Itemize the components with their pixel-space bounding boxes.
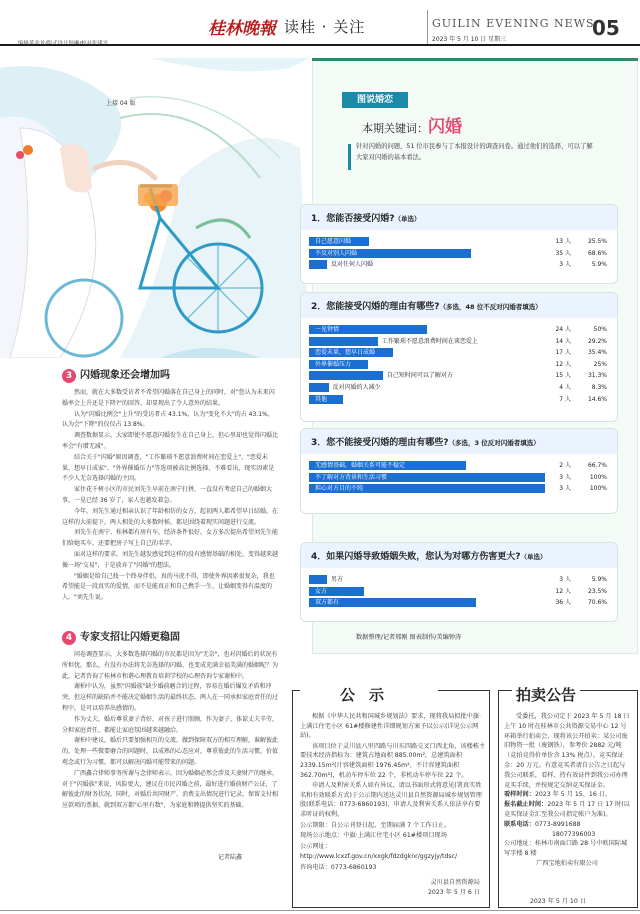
survey-bar-count: 3 人 — [559, 261, 571, 269]
survey-bar-label: 反对闪婚的人减少 — [332, 383, 381, 391]
page-bottom-rule — [0, 910, 640, 911]
auction-body — [504, 712, 630, 869]
survey-bar-percent: 100% — [589, 473, 607, 481]
survey-bar-percent: 29.2% — [587, 337, 607, 345]
newspaper-name: 桂林晚報 — [208, 19, 276, 39]
survey-bar-row — [309, 382, 609, 394]
page-number: 05 — [592, 16, 620, 40]
section-3-heading — [62, 366, 170, 383]
section-4-title: 专家支招让闪婚更稳固 — [80, 632, 180, 643]
notice-phone: 咨询电话：0773-6860193 — [300, 863, 377, 871]
panel-top-rule — [312, 58, 638, 61]
continued-note: 上接 04 版 — [106, 100, 136, 107]
survey-bar-percent: 35.4% — [587, 349, 607, 357]
notice-paragraph: 该项目位于灵川县八里四路与川东四路交叉口西北角，该楼栋主要技术经济指标为：建筑占地面积 885.00m²，总建筑面积 2339.15m²(计容建筑面积 1976.45m²，不计容建筑面积 362.70m²)，机动车停车位 22 个，非机动车停车位 22 个。 — [300, 742, 486, 779]
survey-bar-row — [309, 236, 609, 248]
survey-bar-count: 36 人 — [555, 599, 571, 607]
notice-web-link[interactable]: http://www.lcxzf.gov.cn/xxgk/fdzdgknr/ggzyjy/tdsc/ — [300, 853, 458, 861]
survey-bar-label: 无感情基础，婚姻关系可能不稳定 — [315, 462, 406, 469]
paragraph: 谢柏中认为，虽然"闪婚族"缺少婚前磨合的过程，容易在婚后爆发矛盾和冲突，但这样的缺陷并不能决定婚姻生活的最终状态。两人在一同承担家庭责任的过程中，是可以培养出感情的。 — [62, 683, 278, 712]
question-2-text: 2．您能接受闪婚的理由有哪些? — [311, 302, 440, 312]
question-4 — [301, 543, 617, 568]
question-4-rows — [301, 568, 617, 609]
notice-paragraph: 根据《中华人民共和国城乡规划法》要求，现将我局拟批中旗·上满江住宅小区 61#楼修建性详细规划方案予以公示(详见公示网站)。 — [300, 713, 482, 740]
survey-bar-label: 反对任何人闪婚 — [331, 261, 374, 269]
survey-bar-label: 工作繁琐不愿意浪费时间在谈恋爱上 — [381, 337, 478, 345]
survey-bar-row — [309, 460, 609, 472]
reporter-byline: 记者陆鑫 — [218, 854, 243, 861]
survey-bar-row — [309, 394, 609, 406]
auction-reg-label: 报名截止时间： — [504, 801, 548, 809]
paragraph: 结合关于"闪婚"原因调查，"工作繁琐不愿意浪费时间在恋爱上"、"恋爱未果，想早日成家"、"外界催婚压力"等选项被高比例选择，不难看出，现实因素是不少人无奈选择闪婚的主因。 — [62, 453, 275, 483]
section-3-title: 闪婚现象还会增加吗 — [80, 370, 170, 381]
survey-bar-row — [309, 597, 609, 609]
survey-bar — [309, 383, 329, 392]
section-number-badge: 4 — [62, 631, 76, 645]
section-3-body — [62, 388, 278, 620]
panel-intro: 针对闪婚的问题，51 位市民参与了本报设计的调查问卷。通过他们的选择，可以了解大家对闪婚的基本看法。 — [356, 142, 594, 163]
auction-phone-1: 0773-8991688 — [534, 820, 581, 828]
survey-bar-label: 不反对别人闪婚 — [315, 249, 358, 257]
survey-bar-row — [309, 370, 609, 382]
survey-card-3 — [300, 428, 618, 514]
notice-date: 2023 年 5 月 6 日 — [427, 888, 480, 896]
question-1-text: 1．您能否接受闪婚? — [311, 214, 395, 224]
auction-reg-time: 2023 年 5 月 17 日 17 时(以竞买保证金汇至我公司指定帐户为准)。 — [504, 801, 630, 818]
survey-bar-count: 15 人 — [555, 372, 571, 380]
auction-view-label: 看样时间： — [504, 791, 535, 799]
auction-phone-2: 18077396003 — [552, 830, 596, 838]
auction-org: 广西宝地拍卖有限公司 — [536, 859, 598, 867]
panel-tag: 图说婚恋 — [342, 92, 408, 108]
survey-bar-label: 自己愿意闪婚 — [315, 238, 352, 245]
survey-bar-percent: 50% — [593, 326, 607, 333]
auction-paragraph: 受委托，我公司定于 2023 年 5 月 18 日上午 10 时在桂林市公共资源交易中心 12 号环箱举行拍卖会，现将该公开拍卖：某公司废旧物资一批（废钢铁），参考价 2882 元/吨（竞拍竞得价单价含 13% 税点），竞买保证金：20 万元。有意竞买者请自公告之日起与我公司联系，看样、持有效证件到我公司办理竞买手续，并按规定交纳竞买保证金。 — [504, 713, 630, 789]
question-1 — [301, 205, 617, 230]
auction-view — [504, 790, 630, 800]
survey-bar-label: 担心对方目的不纯 — [315, 485, 364, 493]
editor-credits: 编辑黄金龙/版式设计钟琳/校对张建平 — [18, 40, 109, 47]
survey-bar — [309, 371, 383, 380]
paragraph: 谢柏中建议，婚后只要加强相互的交流，做到保障双方的相互理解，谁解彼此的，处理一些微要磨合的问题时，以成熟的心态应对，尊重彼此的生活习惯，价值观念或行为习惯，都可以解决闪婚可能带来的问题。 — [62, 737, 278, 766]
survey-bar-label: 双方都有 — [315, 599, 340, 607]
question-3-note: （多选，3 位反对闪婚者填选） — [448, 439, 540, 447]
survey-bar — [309, 337, 378, 346]
question-4-text: 4．如果闪婚导致婚姻失败，您认为对哪方伤害更大? — [311, 552, 521, 562]
survey-bar-count: 13 人 — [555, 238, 571, 245]
survey-bar-percent: 5.9% — [591, 261, 607, 269]
survey-bar-percent: 25.5% — [587, 238, 607, 245]
survey-bar-row — [309, 324, 609, 336]
auction-reg — [504, 800, 630, 820]
notice-org: 灵川县自然资源局 — [430, 879, 480, 886]
survey-bar-count: 14 人 — [555, 337, 571, 345]
question-3 — [301, 429, 617, 454]
question-2-rows — [301, 318, 617, 405]
section-number-badge: 3 — [62, 369, 76, 383]
auction-date: 2023 年 5 月 10 日 — [530, 898, 586, 905]
survey-bar-label: 自己短时间可以了解对方 — [386, 372, 453, 380]
survey-bar-count: 7 人 — [559, 395, 571, 403]
survey-bar-label: 一见钟情 — [315, 326, 340, 333]
survey-card-1 — [300, 204, 618, 284]
survey-card-4 — [300, 542, 618, 622]
notice-site: 现场公示地点：中旗·上满江住宅小区 61#楼项目现场 — [300, 832, 447, 840]
keyword-prefix: 本期关键词： — [362, 122, 428, 135]
survey-bar-percent: 68.6% — [587, 249, 607, 257]
paragraph: 认为"闪婚比例会"上升"的受访者占 43.1%，认为"变化不大"的占 43.1%，认为会"下降"的仅仅占 13.8%。 — [62, 410, 274, 429]
survey-bar-count: 12 人 — [555, 587, 571, 595]
survey-bar-label: 恋爱未果，想早日成婚 — [315, 349, 376, 357]
notice-period: 公示期限：自公示刊登日起，至期届满 7 个工作日止。 — [300, 821, 451, 829]
auction-address: 公司地址：桂林市南面口路 28 号中欧国际城写字楼 8 楼 — [504, 840, 628, 858]
paragraph: 问卷调查显示，大多数选择闪婚的市民都是因为"无奈"，也对闪婚后的状况有所担忧。那么，有没有办法将无奈选择的闪婚，也变成充满幸福美满的婚姻呢？为此，记者咨询了桂林市和谐心理教育培训学校的心理咨询专家谢柏中。 — [62, 651, 278, 680]
survey-bar-row — [309, 586, 609, 598]
paragraph: 今年，刘先生通过相亲认识了年龄相仿的女方，起初两人都希望早日结婚，在这样的大前提下，两人相处的大多数时候，都是围绕着现实问题进行交流。 — [62, 507, 278, 526]
survey-bar-count: 4 人 — [559, 383, 571, 391]
notice-signature — [396, 878, 480, 897]
survey-bar-count: 2 人 — [559, 462, 571, 469]
notice-title: 公示 — [300, 684, 438, 705]
auction-title: 拍卖公告 — [512, 684, 580, 705]
survey-bar-percent: 25% — [593, 360, 607, 368]
auction-phone-label: 联系电话： — [504, 820, 535, 828]
question-3-rows — [301, 454, 617, 495]
survey-bar-row — [309, 483, 609, 495]
survey-card-2 — [300, 292, 618, 422]
panel-keyword — [362, 112, 462, 137]
section-name: 读桂 · 关注 — [284, 18, 366, 36]
bride-bicycle-illustration — [0, 58, 310, 358]
survey-bar-count: 3 人 — [559, 485, 571, 493]
section-4-body — [62, 650, 278, 846]
chart-credit: 数据整理/记者邢刚 图表制作/美编钟涛 — [356, 634, 462, 641]
survey-bar-count: 3 人 — [559, 576, 571, 583]
auction-view-time: 2023 年 5 月 15、16 日。 — [534, 791, 612, 799]
paragraph: 面对这样的要求，刘先生越发感觉到这样的没有感情基础的相处，变得越来越像一场"交易"，于是放弃了"闪婚"的想法。 — [62, 550, 278, 569]
notice-paragraph: 申请人及利害关系人如有异议，请以书面形式将意见(署真实姓名和有效联系方式)于公示期内送达灵川县自然资源局城乡规划管理股(联系电话：0773-6860193)，申请人及利害关系人依法享有要求听证的权利。 — [300, 782, 482, 818]
notice-web-label: 公示网址： — [300, 842, 331, 850]
survey-bar-row — [309, 259, 609, 271]
survey-bar-percent: 31.3% — [587, 372, 607, 380]
survey-bar-percent: 66.7% — [587, 462, 607, 469]
survey-bar-row — [309, 336, 609, 348]
survey-bar-label: 外界催婚压力 — [315, 360, 352, 368]
question-2 — [301, 293, 617, 318]
survey-bar-percent: 70.6% — [587, 599, 607, 607]
auction-phone — [504, 820, 630, 830]
survey-bar-row — [309, 248, 609, 260]
paragraph: 调查数据显示，大家即使不愿意闪婚发生在自己身上，但心里却也觉得闪婚比率会"有增无减"。 — [62, 432, 278, 450]
header-divider — [427, 10, 428, 44]
paragraph: 作为丈夫，婚后尊重妻子背好，对孩子进行照顾，作为妻子，体谅丈夫辛劳，分担家庭责任，都能让家庭氛围越来越融洽。 — [62, 715, 278, 734]
survey-bar-percent: 5.9% — [591, 576, 607, 583]
survey-bar-row — [309, 472, 609, 484]
survey-bar-count: 12 人 — [555, 360, 571, 368]
survey-bar-label: 男方 — [331, 576, 344, 583]
survey-bar-count: 24 人 — [555, 326, 571, 333]
survey-bar-count: 3 人 — [559, 473, 571, 481]
question-2-note: （多选，48 位不反对闪婚者填选） — [439, 303, 542, 311]
question-1-note: （单选） — [394, 215, 421, 223]
survey-bar-label: 其他 — [315, 395, 328, 403]
survey-bar-label: 不了解对方背景和生活习惯 — [315, 473, 388, 481]
survey-bar-label: 女方 — [315, 587, 328, 595]
survey-bar — [309, 575, 327, 584]
keyword-value: 闪婚 — [428, 117, 462, 137]
survey-bar-row — [309, 359, 609, 371]
survey-bar-count: 17 人 — [555, 349, 571, 357]
notice-body — [300, 712, 486, 874]
survey-bar-row — [309, 347, 609, 359]
question-3-text: 3．您不能接受闪婚的理由有哪些? — [311, 438, 449, 448]
survey-bar-percent: 23.5% — [587, 587, 607, 595]
question-1-rows — [301, 230, 617, 271]
newspaper-english-name: GUILIN EVENING NEWS — [432, 17, 595, 30]
survey-bar-percent: 14.6% — [587, 395, 607, 403]
survey-bar — [309, 260, 327, 269]
issue-date: 2023 年 5 月 10 日 星期三 — [432, 36, 507, 43]
paragraph: 家住花千树小区的市民刘先生早前在南宁打拼，一直没有考虑自己的婚姻大事，一晃已经 36 岁了，家人也越发着急。 — [62, 486, 273, 504]
survey-bar-row — [309, 574, 609, 586]
survey-bar-count: 35 人 — [555, 249, 571, 257]
paragraph: 刘先生在南宁、桂林都有房有车，经济条件很好，女方多次提出希望刘先生能们给她买车，还要把房子写上自己的名字。 — [62, 529, 278, 548]
paragraph: 然而，就在大多数受访者不希望闪婚落在自己身上的同时，对"您认为未来闪婚率会上升还是下降?"的回答，却显现出了令人意外的结果。 — [62, 389, 275, 407]
survey-bar-percent: 8.3% — [591, 383, 607, 391]
paragraph: "婚姻是给自己找一个终身伴侣，真的马虎不得，即使外界因素很复杂，我也希望能是一段真实的爱情，而不是能真正和自己携手一生、让婚姻变得有温度的人。"刘先生说。 — [62, 572, 275, 602]
paragraph: 广西鑫合律师事务所谢与念律师表示，因为婚姻必然会涉及夫妻财产的继承，对于"闪婚族"来说，风险更大，建议在市民闪婚之前，最好进行婚前财产公证，了解彼此的财务状况。同时，对婚后共同财产、消费支出情况进行记录，保留支付相应款项的票据，就到双方都"心里有数"，为家庭和睦提供坚实的基础。 — [62, 769, 278, 810]
question-4-note: （单选） — [520, 553, 547, 561]
section-4-heading — [62, 628, 180, 645]
survey-bar-percent: 100% — [589, 485, 607, 493]
